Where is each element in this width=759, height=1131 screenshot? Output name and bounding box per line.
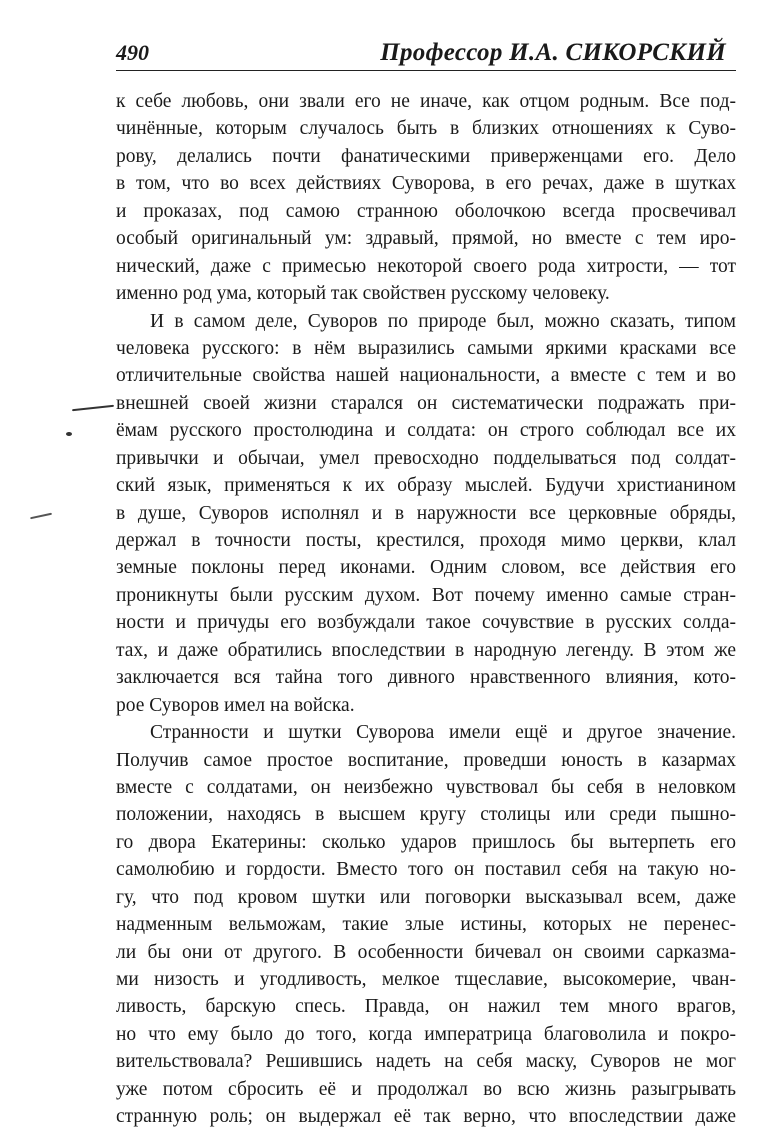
- text-line: надменным вельможам, такие злые истины, которых не перенес-: [116, 914, 736, 936]
- text-line: в том, что во всех действиях Суворова, в его речах, даже в шутках: [116, 173, 736, 195]
- text-line: именно род ума, который так свойствен русскому человеку.: [116, 283, 610, 305]
- page-number: 490: [116, 40, 149, 65]
- text-line: проникнуты были русским духом. Вот почему именно самые стран-: [116, 584, 736, 606]
- text-line: уже потом сбросить её и продолжал во всю жизнь разыгрывать: [116, 1078, 736, 1100]
- text-line: вительствовала? Решившись надеть на себя маску, Суворов не мог: [116, 1051, 736, 1073]
- text-line: ёмам русского простолюдина и солдата: он строго соблюдал все их: [116, 420, 736, 442]
- text-line: положении, находясь в высшем кругу столицы или среди пышно-: [116, 804, 736, 826]
- body-text: [116, 88, 736, 1131]
- text-line: особый оригинальный ум: здравый, прямой, но вместе с тем иро-: [116, 228, 736, 250]
- text-line: вместе с солдатами, он неизбежно чувствовал бы себя в неловком: [116, 776, 736, 798]
- text-line: чинённые, которым случалось быть в близких отношениях к Суво-: [116, 118, 736, 140]
- text-line: нический, даже с примесью некоторой своего рода хитрости, — тот: [116, 255, 736, 277]
- text-line: гу, что под кровом шутки или поговорки высказывал всем, даже: [116, 886, 736, 908]
- text-line: но что ему было до того, когда императрица благоволила и покро-: [116, 1023, 736, 1045]
- text-line: го двора Екатерины: сколько ударов пришлось бы вытерпеть его: [116, 831, 736, 853]
- text-line: в душе, Суворов исполнял и в наружности все церковные обряды,: [116, 502, 736, 524]
- text-line: заключается вся тайна того дивного нравственного влияния, кото-: [116, 667, 736, 689]
- margin-stroke-mark: [30, 513, 52, 519]
- text-line: к себе любовь, они звали его не иначе, как отцом родным. Все под-: [116, 91, 736, 112]
- text-line: странную роль; он выдержал её так верно, что впоследствии даже: [116, 1106, 736, 1128]
- text-line: И в самом деле, Суворов по природе был, можно сказать, типом: [150, 310, 736, 332]
- text-line: ми низость и угодливость, мелкое тщеславие, высокомерие, чван-: [116, 969, 736, 990]
- text-line: привычки и обычаи, умел превосходно подделываться под солдат-: [116, 447, 736, 469]
- running-title: Профессор И.А. СИКОРСКИЙ: [380, 39, 726, 66]
- text-line: ский язык, применяться к их образу мыслей. Будучи христианином: [116, 475, 736, 497]
- text-line: земные поклоны перед иконами. Одним словом, все действия его: [116, 557, 736, 579]
- text-line: тах, и даже обратились впоследствии в народную легенду. В этом же: [116, 639, 736, 661]
- margin-pen-mark: [72, 405, 114, 411]
- text-line: ли бы они от другого. В особенности бичевал он своими сарказма-: [116, 941, 736, 963]
- text-line: внешней своей жизни старался он систематически подражать при-: [116, 392, 736, 414]
- text-line: Странности и шутки Суворова имели ещё и другое значение.: [150, 722, 736, 744]
- text-line: Получив самое простое воспитание, проведши юность в казармах: [116, 749, 736, 771]
- text-line: самолюбию и гордости. Вместо того он поставил себя на такую но-: [116, 859, 736, 881]
- page-header: [116, 40, 736, 71]
- text-line: отличительные свойства нашей национальности, а вместе с тем и во: [116, 365, 736, 387]
- text-line: и проказах, под самою странною оболочкою всегда просвечивал: [116, 200, 736, 222]
- text-line: ливость, барскую спесь. Правда, он нажил тем много врагов,: [116, 996, 736, 1018]
- text-line: ности и причуды его возбуждали такое сочувствие в русских солда-: [116, 612, 736, 634]
- text-line: держал в точности посты, крестился, проходя мимо церкви, клал: [116, 530, 736, 551]
- text-line: рову, делались почти фанатическими приверженцами его. Дело: [116, 145, 736, 167]
- text-line: рое Суворов имел на войска.: [116, 694, 355, 716]
- text-line: человека русского: в нём выразились самыми яркими красками все: [116, 337, 736, 359]
- margin-dot-mark: [66, 432, 72, 436]
